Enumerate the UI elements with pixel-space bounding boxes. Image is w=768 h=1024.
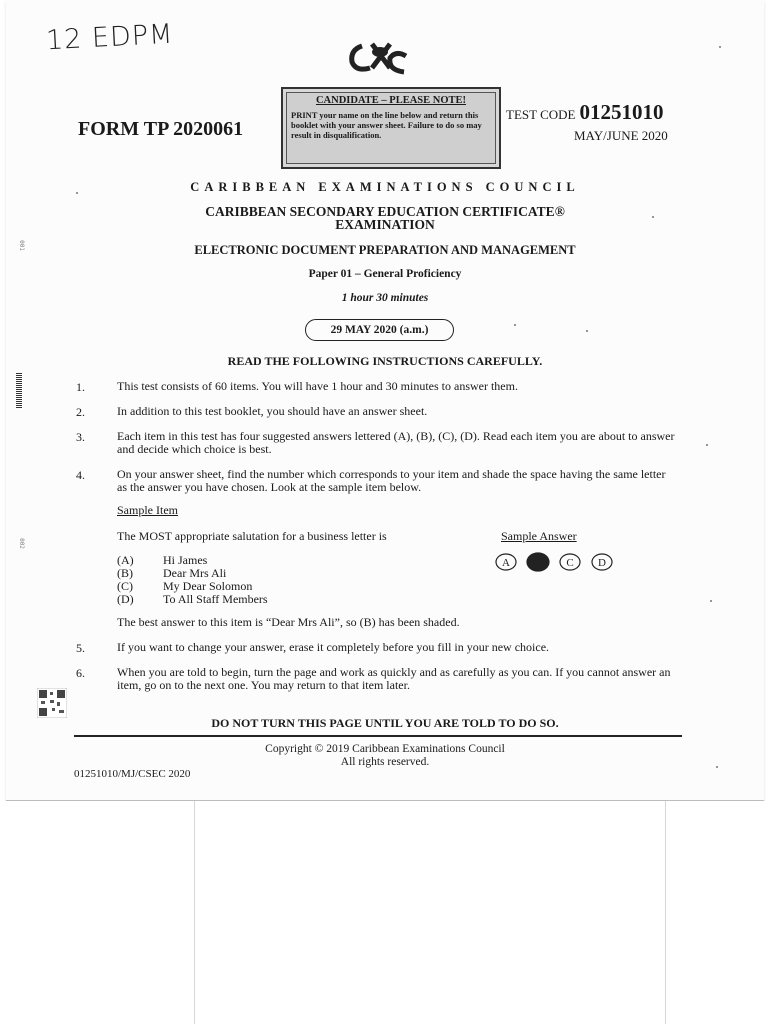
exam-date: 29 MAY 2020 (a.m.): [305, 319, 454, 341]
certificate-title: [6, 205, 764, 231]
copyright-line-2: All rights reserved.: [340, 756, 430, 768]
copyright-line-1: Copyright © 2019 Caribbean Examinations Council: [265, 743, 505, 755]
candidate-notice-box: [281, 87, 501, 169]
instruction-text: Each item in this test has four suggested answers lettered (A), (B), (C), (D). Read each item you are about to answer and decide which choice is best.: [117, 429, 675, 456]
margin-mark: 002: [17, 538, 25, 549]
bubble-b-shaded: [527, 553, 549, 571]
sample-answer-label: Sample Answer: [501, 529, 577, 543]
sample-item-label: Sample Item: [117, 503, 178, 517]
sample-item-stem: The MOST appropriate salutation for a business letter is: [117, 529, 387, 543]
scan-speck: [586, 330, 588, 332]
instruction-number: 5.: [76, 641, 85, 655]
svg-text:C: C: [566, 557, 574, 569]
scan-speck: [710, 600, 712, 602]
margin-mark: 001: [17, 240, 25, 251]
test-code: [506, 100, 663, 125]
bubble-a: [496, 554, 516, 570]
do-not-turn-warning: DO NOT TURN THIS PAGE UNTIL YOU ARE TOLD TO DO SO.: [211, 716, 559, 730]
instruction-text: When you are told to begin, turn the page and work as quickly and as carefully as you can. If you cannot answer an item, go on to the next one. You may return to that item later.: [117, 665, 671, 692]
subject-title: ELECTRONIC DOCUMENT PREPARATION AND MANAGEMENT: [194, 243, 576, 257]
option-text: To All Staff Members: [163, 592, 268, 606]
notice-text: PRINT your name on the line below and return this booklet with your answer sheet. Failure to do so may result in disqualification.: [291, 110, 482, 140]
instruction-text: On your answer sheet, find the number which corresponds to your item and shade the space having the same letter as the answer you have chosen. Look at the sample item below.: [117, 467, 666, 494]
instruction-text: In addition to this test booklet, you should have an answer sheet.: [117, 404, 428, 418]
svg-text:A: A: [502, 557, 510, 569]
handwritten-note: 12 EDPM: [45, 18, 175, 57]
scan-speck: [719, 46, 721, 48]
test-code-label: TEST CODE: [506, 107, 576, 122]
instruction-text: This test consists of 60 items. You will have 1 hour and 30 minutes to answer them.: [117, 379, 518, 393]
option-text: Dear Mrs Ali: [163, 566, 227, 580]
margin-barcode-icon: [16, 373, 22, 409]
qr-code-icon: [37, 688, 67, 718]
instruction-number: 3.: [76, 430, 85, 444]
option-letter: (A): [117, 553, 134, 567]
copyright-notice: [6, 743, 764, 769]
fold-line: [665, 801, 666, 1024]
certificate-line-2: EXAMINATION: [335, 217, 435, 232]
instruction-number: 4.: [76, 468, 85, 482]
instruction-number: 1.: [76, 380, 85, 394]
scan-speck: [76, 192, 78, 194]
certificate-line-1: CARIBBEAN SECONDARY EDUCATION CERTIFICATE®: [205, 204, 565, 219]
sample-explanation: The best answer to this item is “Dear Mrs Ali”, so (B) has been shaded.: [117, 615, 460, 629]
paper-title: Paper 01 – General Proficiency: [308, 268, 462, 280]
instruction-text: If you want to change your answer, erase it completely before you fill in your new choice.: [117, 640, 550, 654]
scan-speck: [716, 766, 718, 768]
test-code-value: 01251010: [579, 100, 664, 124]
bubble-d: [592, 554, 612, 570]
notice-title: CANDIDATE – PLEASE NOTE!: [315, 95, 467, 106]
council-name: CARIBBEAN EXAMINATIONS COUNCIL: [190, 180, 580, 194]
option-text: Hi James: [163, 553, 208, 567]
bubble-c: [560, 554, 580, 570]
fold-line: [194, 801, 195, 1024]
option-letter: (D): [117, 592, 134, 606]
option-letter: (B): [117, 566, 133, 580]
blank-lower-area: [0, 801, 768, 1024]
scan-speck: [514, 324, 516, 326]
divider-rule: [74, 735, 682, 737]
cxc-logo-icon: [346, 38, 412, 78]
instruction-number: 6.: [76, 666, 85, 680]
scan-speck: [706, 444, 708, 446]
form-code: FORM TP 2020061: [78, 118, 244, 140]
instructions-heading: READ THE FOLLOWING INSTRUCTIONS CAREFULLY.: [227, 354, 543, 368]
footer-paper-code: 01251010/MJ/CSEC 2020: [74, 768, 191, 780]
option-text: My Dear Solomon: [163, 579, 253, 593]
sample-answer-bubbles: [492, 552, 622, 572]
instruction-number: 2.: [76, 405, 85, 419]
exam-cover-page: [6, 0, 764, 801]
scan-speck: [652, 216, 654, 218]
option-letter: (C): [117, 579, 133, 593]
exam-session: MAY/JUNE 2020: [574, 128, 668, 143]
exam-duration: 1 hour 30 minutes: [341, 292, 429, 304]
svg-text:D: D: [598, 557, 606, 569]
